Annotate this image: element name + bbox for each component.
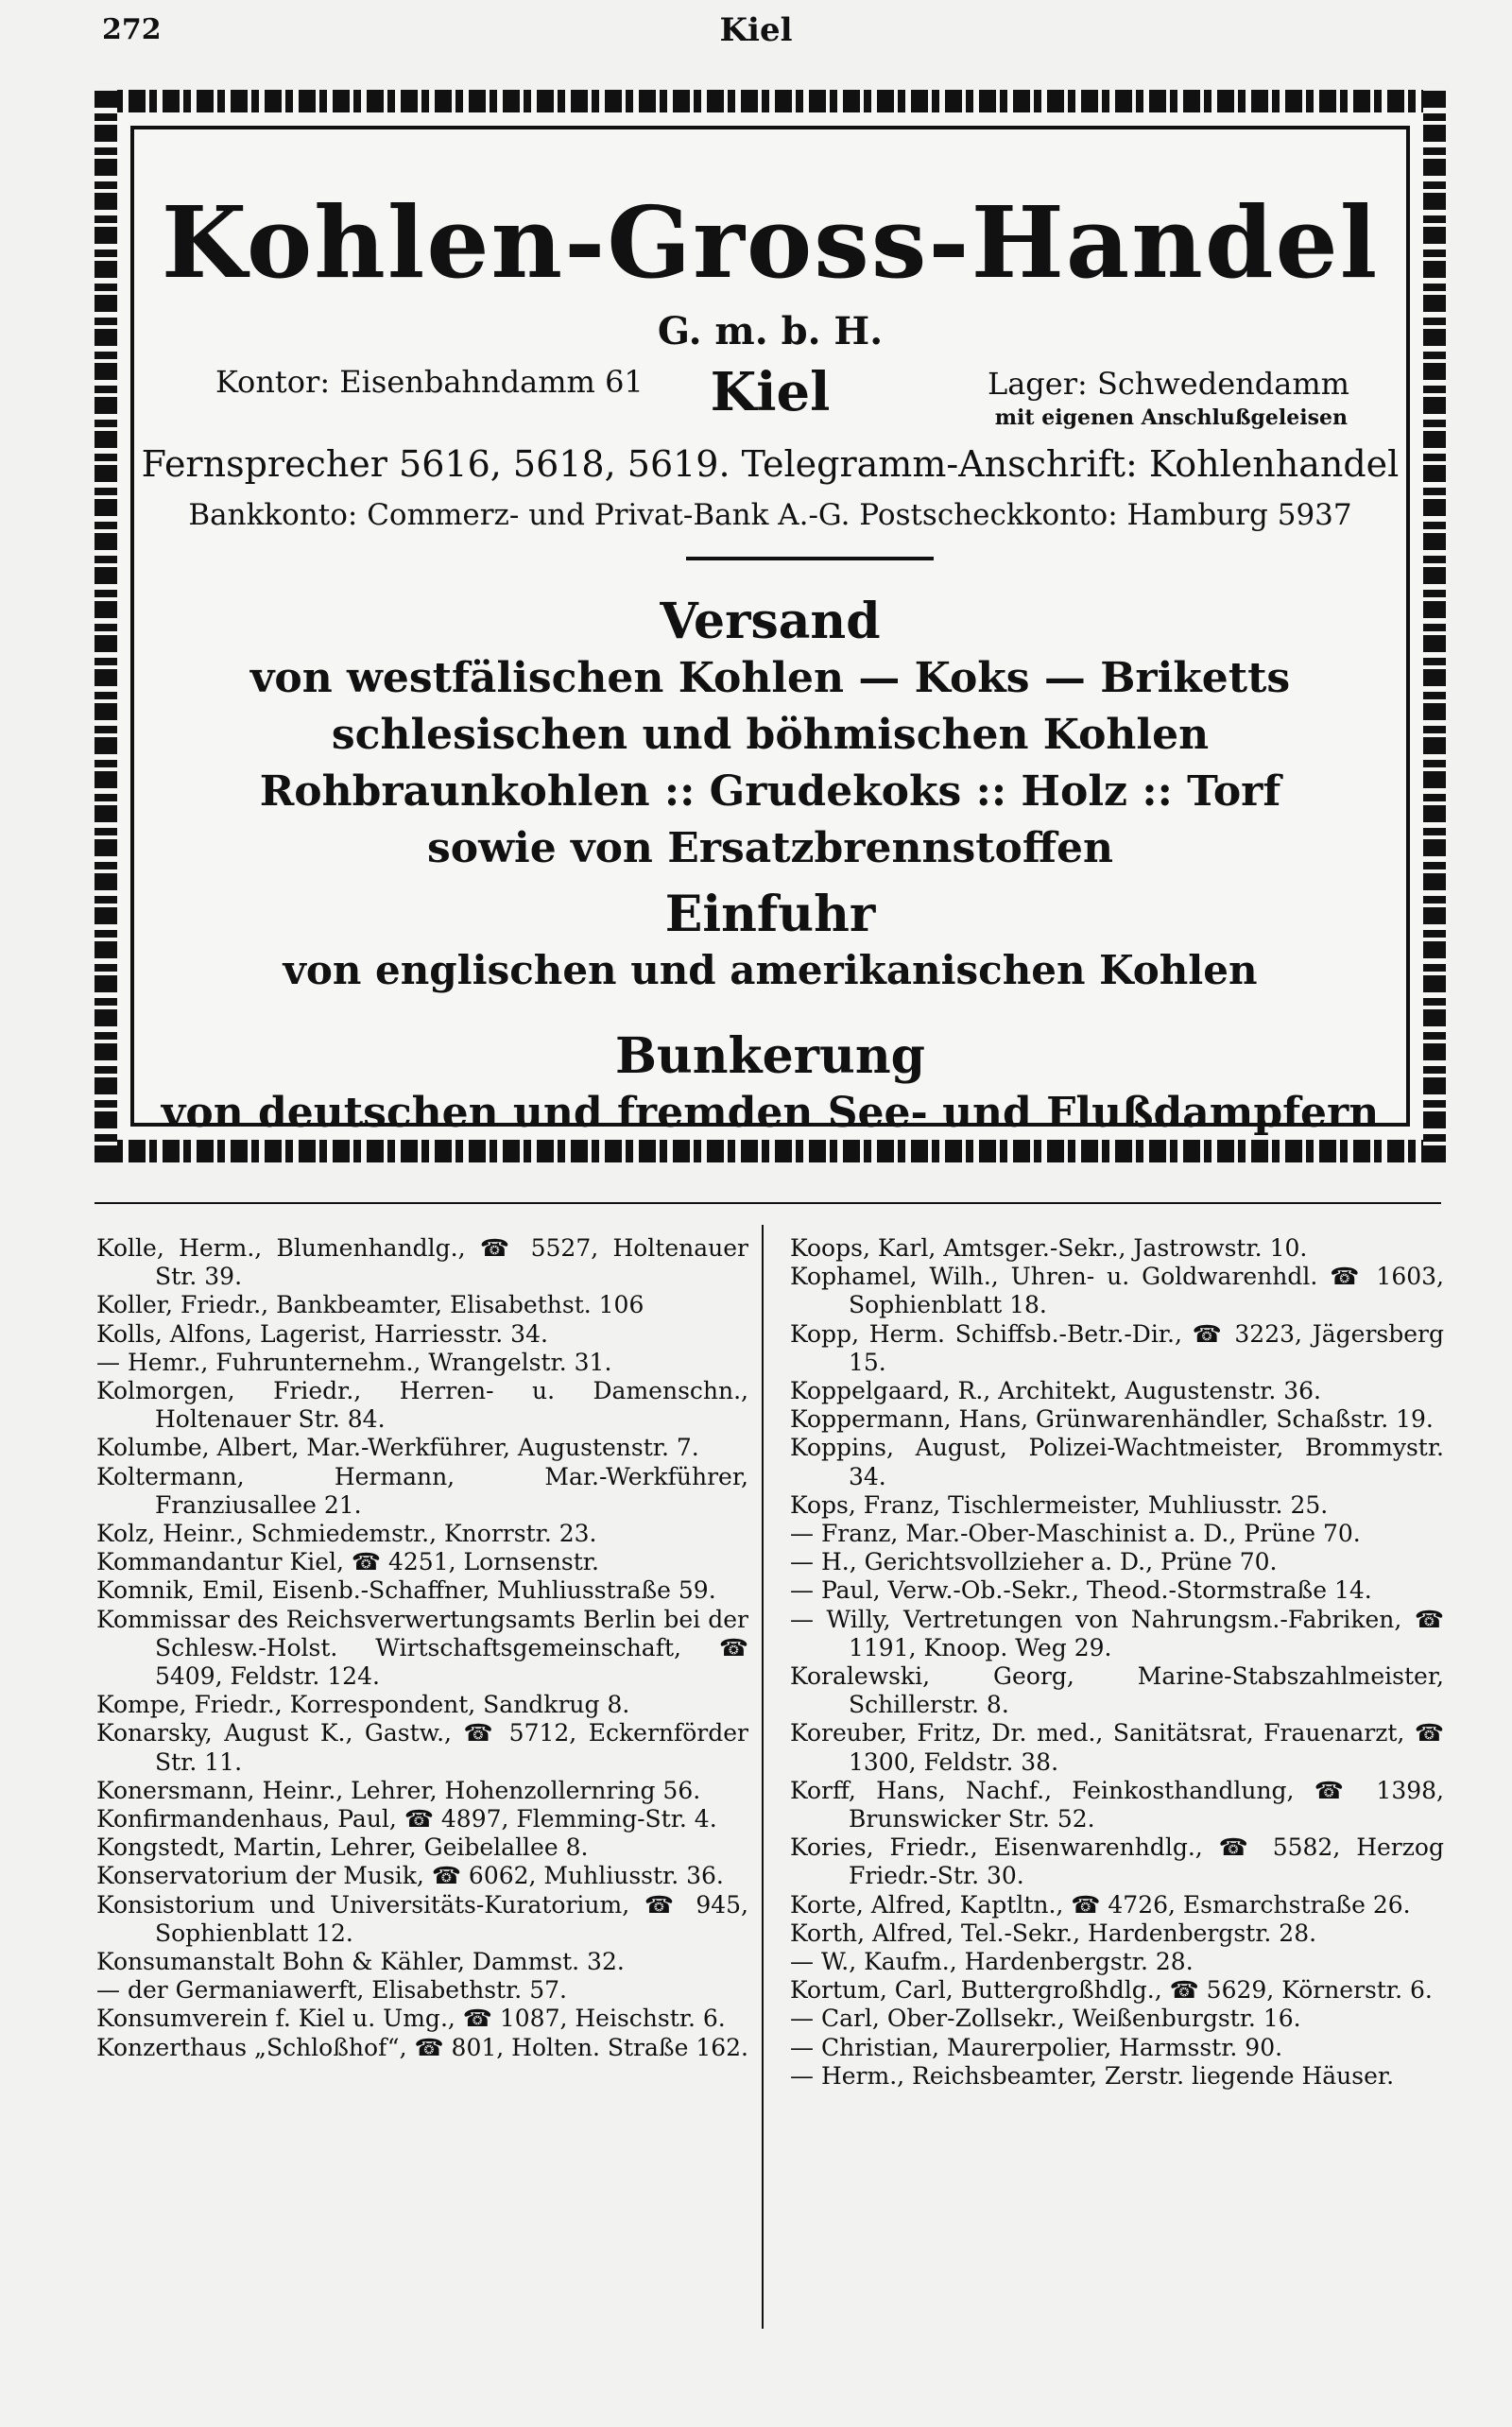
directory-entry: — Willy, Vertretungen von Nahrungsm.-Fabriken, ☎ 1191, Knoop. Weg 29. [790, 1605, 1444, 1661]
directory-entry: Koltermann, Hermann, Mar.-Werkführer, Franziusallee 21. [96, 1462, 748, 1519]
directory-entry: Konarsky, August K., Gastw., ☎ 5712, Eckernförder Str. 11. [96, 1719, 748, 1776]
directory-entry: — Christian, Maurerpolier, Harmsstr. 90. [790, 2033, 1283, 2061]
ad-section-einfuhr-title: Einfuhr [664, 886, 876, 943]
page-number: 272 [102, 13, 162, 46]
ad-bank-line: Bankkonto: Commerz- und Privat-Bank A.-G. Postscheckkonto: Hamburg 5937 [188, 498, 1352, 532]
directory-entry: Konsumanstalt Bohn & Kähler, Dammst. 32. [96, 1948, 625, 1976]
ornamental-border-right [1423, 90, 1446, 1162]
directory-entry: Kolmorgen, Friedr., Herren- u. Damenschn., Holtenauer Str. 84. [96, 1377, 748, 1434]
directory-entry: — H., Gerichtsvollzieher a. D., Prüne 70. [790, 1548, 1278, 1576]
directory-entry: Korff, Hans, Nachf., Feinkosthandlung, ☎ 1398, Brunswicker Str. 52. [790, 1776, 1444, 1833]
directory-entry: Korth, Alfred, Tel.-Sekr., Hardenbergstr. 28. [790, 1919, 1317, 1947]
ad-lager: Lager: Schwedendamm [987, 366, 1349, 402]
directory-entry: Konsistorium und Universitäts-Kuratorium, ☎ 945, Sophienblatt 12. [96, 1890, 748, 1947]
directory-entry: Konersmann, Heinr., Lehrer, Hohenzollernring 56. [96, 1776, 701, 1804]
ad-lager-note: mit eigenen Anschlußgeleisen [994, 405, 1348, 430]
ad-versand-line-4: sowie von Ersatzbrennstoffen [426, 824, 1114, 872]
ad-versand-line-2: schlesischen und böhmischen Kohlen [331, 711, 1210, 759]
directory-entry: — Franz, Mar.-Ober-Maschinist a. D., Prüne 70. [790, 1520, 1361, 1548]
directory-entry: Koller, Friedr., Bankbeamter, Elisabethst. 106 [96, 1291, 644, 1319]
directory-entry: Kolle, Herm., Blumenhandlg., ☎ 5527, Holtenauer Str. 39. [96, 1234, 748, 1291]
directory-entry: Kompe, Friedr., Korrespondent, Sandkrug 8. [96, 1691, 630, 1719]
directory-entry: — Herm., Reichsbeamter, Zerstr. liegende Häuser. [790, 2061, 1395, 2090]
directory-column-right [790, 1234, 1444, 2091]
ornamental-border-top [94, 90, 1446, 112]
ornamental-border-left [94, 90, 117, 1162]
directory-entry: Kops, Franz, Tischlermeister, Muhliusstr. 25. [790, 1490, 1329, 1519]
directory-column-left [96, 1234, 748, 2062]
directory-entry: Konfirmandenhaus, Paul, ☎ 4897, Flemming-Str. 4. [96, 1805, 717, 1833]
directory-entry: Kolz, Heinr., Schmiedemstr., Knorrstr. 23. [96, 1520, 597, 1548]
directory-entry: Kolumbe, Albert, Mar.-Werkführer, Augustenstr. 7. [96, 1434, 699, 1462]
directory-entry: Kommandantur Kiel, ☎ 4251, Lornsenstr. [96, 1548, 599, 1576]
ad-versand-line-1: von westfälischen Kohlen — Koks — Briketts [249, 654, 1291, 702]
directory-entry: Koops, Karl, Amtsger.-Sekr., Jastrowstr. 10. [790, 1234, 1308, 1262]
directory-entry: Koppelgaard, R., Architekt, Augustenstr. 36. [790, 1377, 1321, 1405]
directory-entry: Kortum, Carl, Buttergroßhdlg., ☎ 5629, Körnerstr. 6. [790, 1976, 1433, 2005]
directory-entry: — W., Kaufm., Hardenbergstr. 28. [790, 1948, 1194, 1976]
ad-einfuhr-line-1: von englischen und amerikanischen Kohlen [283, 947, 1258, 993]
advertisement [94, 90, 1446, 1162]
ad-bunkerung-line-1: von deutschen und fremden See- und Flußdampfern [161, 1089, 1380, 1137]
running-header-city: Kiel [719, 11, 793, 49]
ad-legal-form: G. m. b. H. [657, 309, 884, 353]
directory-entry: Korte, Alfred, Kaptltn., ☎ 4726, Esmarchstraße 26. [790, 1890, 1411, 1919]
ad-section-versand-title: Versand [660, 593, 881, 650]
directory-entry: Koralewski, Georg, Marine-Stabszahlmeister, Schillerstr. 8. [790, 1662, 1444, 1719]
directory-entry: Koppins, August, Polizei-Wachtmeister, Brommystr. 34. [790, 1434, 1444, 1490]
horizontal-rule [94, 1202, 1441, 1204]
ad-divider-rule [686, 557, 934, 560]
directory-entry: — Carl, Ober-Zollsekr., Weißenburgstr. 16. [790, 2005, 1301, 2033]
directory-entry: Kolls, Alfons, Lagerist, Harriesstr. 34. [96, 1319, 548, 1348]
directory-entry: Kories, Friedr., Eisenwarenhdlg., ☎ 5582, Herzog Friedr.-Str. 30. [790, 1833, 1444, 1890]
ad-inner-frame [130, 126, 1410, 1137]
column-divider [762, 1225, 764, 2329]
ad-company-name: Kohlen-Gross-Handel [161, 184, 1380, 301]
directory-entry: Kongstedt, Martin, Lehrer, Geibelallee 8. [96, 1833, 589, 1862]
ornamental-border-bottom [94, 1140, 1446, 1162]
directory-entry: Kopp, Herm. Schiffsb.-Betr.-Dir., ☎ 3223, Jägersberg 15. [790, 1319, 1444, 1376]
directory-entry: Konservatorium der Musik, ☎ 6062, Muhliusstr. 36. [96, 1862, 724, 1890]
directory-entry: — Hemr., Fuhrunternehm., Wrangelstr. 31. [96, 1348, 612, 1376]
directory-entry: Koreuber, Fritz, Dr. med., Sanitätsrat, Frauenarzt, ☎ 1300, Feldstr. 38. [790, 1719, 1444, 1776]
ad-city: Kiel [710, 361, 831, 423]
ad-versand-line-3: Rohbraunkohlen :: Grudekoks :: Holz :: Torf [259, 767, 1281, 816]
directory-entry: — der Germaniawerft, Elisabethstr. 57. [96, 1976, 567, 2005]
ad-section-bunkerung-title: Bunkerung [614, 1027, 926, 1085]
directory-entry: — Paul, Verw.-Ob.-Sekr., Theod.-Stormstraße 14. [790, 1576, 1372, 1605]
directory-entry: Kommissar des Reichsverwertungsamts Berlin bei der Schlesw.-Holst. Wirtschaftsgemeinschaft, ☎ 5409, Feldstr. 124. [96, 1605, 748, 1691]
directory-entry: Komnik, Emil, Eisenb.-Schaffner, Muhliusstraße 59. [96, 1576, 716, 1605]
directory-entry: Konzerthaus „Schloßhof“, ☎ 801, Holten. Straße 162. [96, 2033, 748, 2061]
ad-kontor: Kontor: Eisenbahndamm 61 [215, 364, 644, 400]
directory-entry: Konsumverein f. Kiel u. Umg., ☎ 1087, Heischstr. 6. [96, 2005, 726, 2033]
directory-entry: Kophamel, Wilh., Uhren- u. Goldwarenhdl. ☎ 1603, Sophienblatt 18. [790, 1263, 1444, 1319]
directory-entry: Koppermann, Hans, Grünwarenhändler, Schaßstr. 19. [790, 1405, 1434, 1434]
ad-phone-line: Fernsprecher 5616, 5618, 5619. Telegramm-Anschrift: Kohlenhandel [141, 443, 1400, 485]
